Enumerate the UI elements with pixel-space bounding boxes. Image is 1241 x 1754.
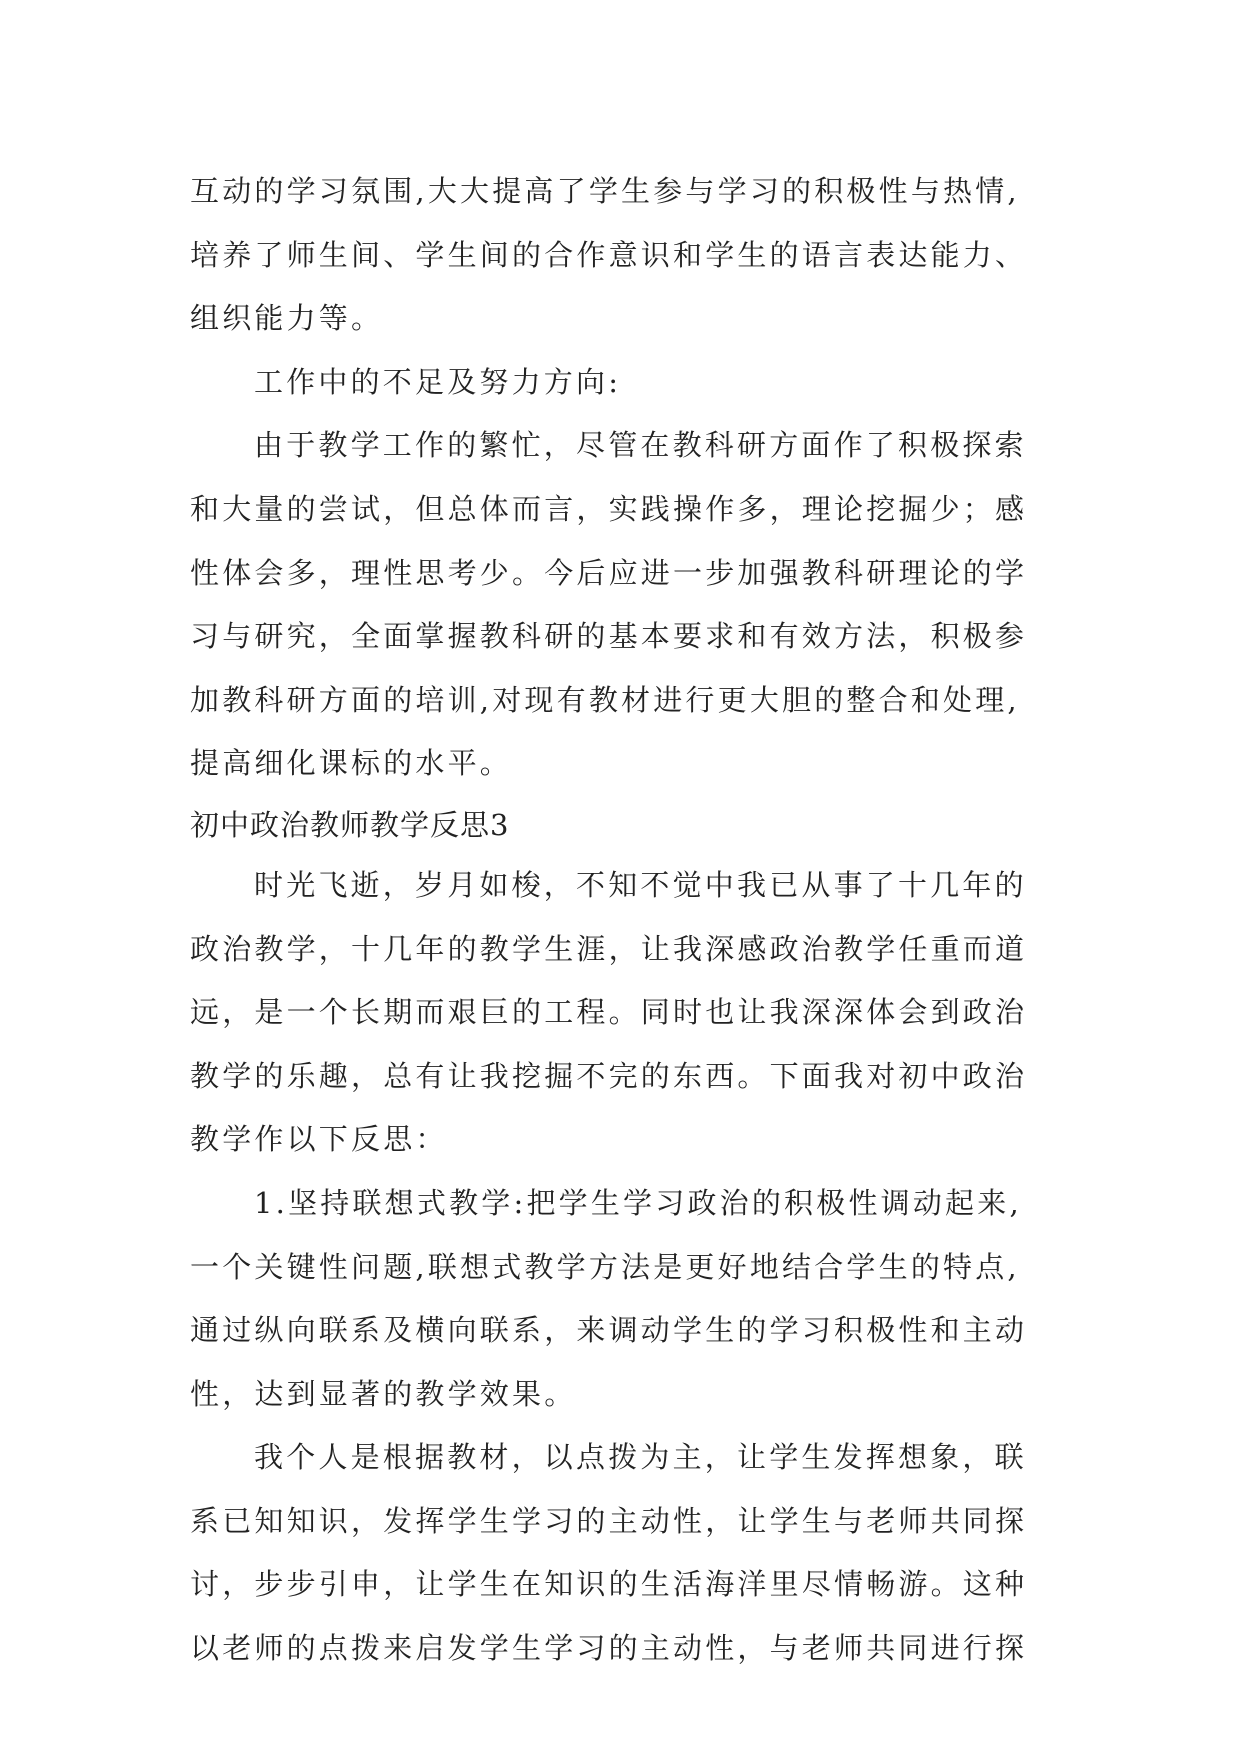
text-line: 加教科研方面的培训,对现有教材进行更大胆的整合和处理, (190, 682, 1020, 717)
text-line: 一个关键性问题,联想式教学方法是更好地结合学生的特点, (190, 1249, 1020, 1284)
text-line: 以老师的点拨来启发学生学习的主动性，与老师共同进行探 (190, 1631, 1028, 1666)
text-line: 和大量的尝试，但总体而言，实践操作多，理论挖掘少；感 (190, 491, 1028, 526)
text-line: 性，达到显著的教学效果。 (190, 1376, 577, 1411)
text-line: 培养了师生间、学生间的合作意识和学生的语言表达能力、 (190, 237, 1028, 272)
text-line: 讨，步步引申，让学生在知识的生活海洋里尽情畅游。这种 (190, 1567, 1028, 1602)
paragraph-first-line: 1.坚持联想式教学:把学生学习政治的积极性调动起来, (254, 1185, 1022, 1220)
text-line: 性体会多，理性思考少。今后应进一步加强教科研理论的学 (190, 555, 1028, 590)
text-line: 通过纵向联系及横向联系，来调动学生的学习积极性和主动 (190, 1313, 1028, 1348)
subheading-line: 工作中的不足及努力方向: (254, 364, 622, 399)
text-line: 组织能力等。 (190, 301, 384, 336)
paragraph-first-line: 时光飞逝，岁月如梭，不知不觉中我已从事了十几年的 (254, 867, 1027, 902)
text-line: 互动的学习氛围,大大提高了学生参与学习的积极性与热情, (190, 174, 1020, 208)
text-line: 提高细化课标的水平。 (190, 746, 513, 781)
paragraph-first-line: 由于教学工作的繁忙，尽管在教科研方面作了积极探索 (254, 428, 1027, 463)
text-line: 远，是一个长期而艰巨的工程。同时也让我深深体会到政治 (190, 995, 1028, 1030)
text-line: 教学的乐趣，总有让我挖掘不完的东西。下面我对初中政治 (190, 1058, 1028, 1093)
text-line: 教学作以下反思： (190, 1122, 448, 1157)
document-body (190, 160, 1090, 1681)
paragraph-first-line: 我个人是根据教材，以点拨为主，让学生发挥想象，联 (254, 1440, 1027, 1475)
section-heading: 初中政治教师教学反思3 (190, 807, 510, 842)
text-line: 习与研究，全面掌握教科研的基本要求和有效方法，积极参 (190, 619, 1028, 654)
text-line: 系已知知识，发挥学生学习的主动性，让学生与老师共同探 (190, 1503, 1028, 1538)
text-line: 政治教学，十几年的教学生涯，让我深感政治教学任重而道 (190, 931, 1028, 966)
